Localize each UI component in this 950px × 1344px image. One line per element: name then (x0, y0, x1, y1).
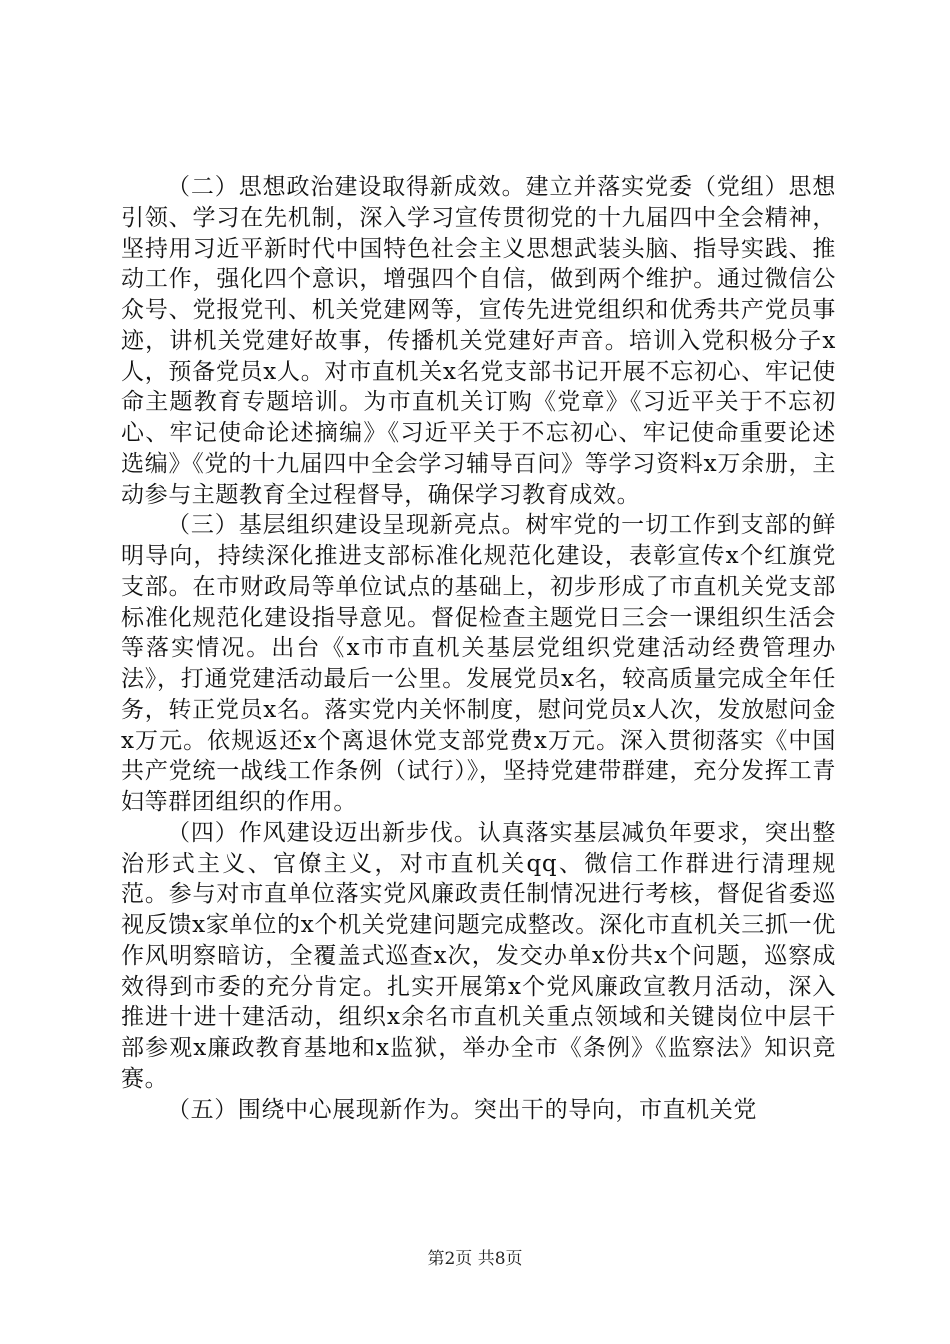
paragraph-ideological-building: （二）思想政治建设取得新成效。建立并落实党委（党组）思想引领、学习在先机制，深入学习宣传贯彻党的十九届四中全会精神，坚持用习近平新时代中国特色社会主义思想武装头脑、指导实践、推动工作，强化四个意识，增强四个自信，做到两个维护。通过微信公众号、党报党刊、机关党建网等，宣传先进党组织和优秀共产党员事迹，讲机关党建好故事，传播机关党建好声音。培训入党积极分子x人，预备党员x人。对市直机关x名党支部书记开展不忘初心、牢记使命主题教育专题培训。为市直机关订购《党章》《习近平关于不忘初心、牢记使命论述摘编》《习近平关于不忘初心、牢记使命重要论述选编》《党的十九届四中全会学习辅导百问》等学习资料x万余册，主动参与主题教育全过程督导，确保学习教育成效。 (121, 174, 836, 508)
paragraph-work-style: （四）作风建设迈出新步伐。认真落实基层减负年要求，突出整治形式主义、官僚主义，对市直机关qq、微信工作群进行清理规范。参与对市直单位落实党风廉政责任制情况进行考核，督促省委巡视反馈x家单位的x个机关党建问题完成整改。深化市直机关三抓一优作风明察暗访，全覆盖式巡查x次，发交办单x份共x个问题，巡察成效得到市委的充分肯定。扎实开展第x个党风廉政宣教月活动，深入推进十进十建活动，组织x余名市直机关重点领域和关键岗位中层干部参观x廉政教育基地和x监狱，举办全市《条例》《监察法》知识竞赛。 (121, 819, 836, 1092)
paragraph-serving-center: （五）围绕中心展现新作为。突出干的导向，市直机关党 (167, 1096, 757, 1123)
page-number-footer: 第2页 共8页 (427, 1249, 523, 1269)
document-body (121, 172, 836, 1125)
paragraph-grassroots-organization: （三）基层组织建设呈现新亮点。树牢党的一切工作到支部的鲜明导向，持续深化推进支部标准化规范化建设，表彰宣传x个红旗党支部。在市财政局等单位试点的基础上，初步形成了市直机关党支部标准化规范化建设指导意见。督促检查主题党日三会一课组织生活会等落实情况。出台《x市市直机关基层党组织党建活动经费管理办法》，打通党建活动最后一公里。发展党员x名，较高质量完成全年任务，转正党员x名。落实党内关怀制度，慰问党员x人次，发放慰问金x万元。依规返还x个离退休党支部党费x万元。深入贯彻落实《中国共产党统一战线工作条例（试行）》，坚持党建带群建，充分发挥工青妇等群团组织的作用。 (121, 512, 836, 815)
